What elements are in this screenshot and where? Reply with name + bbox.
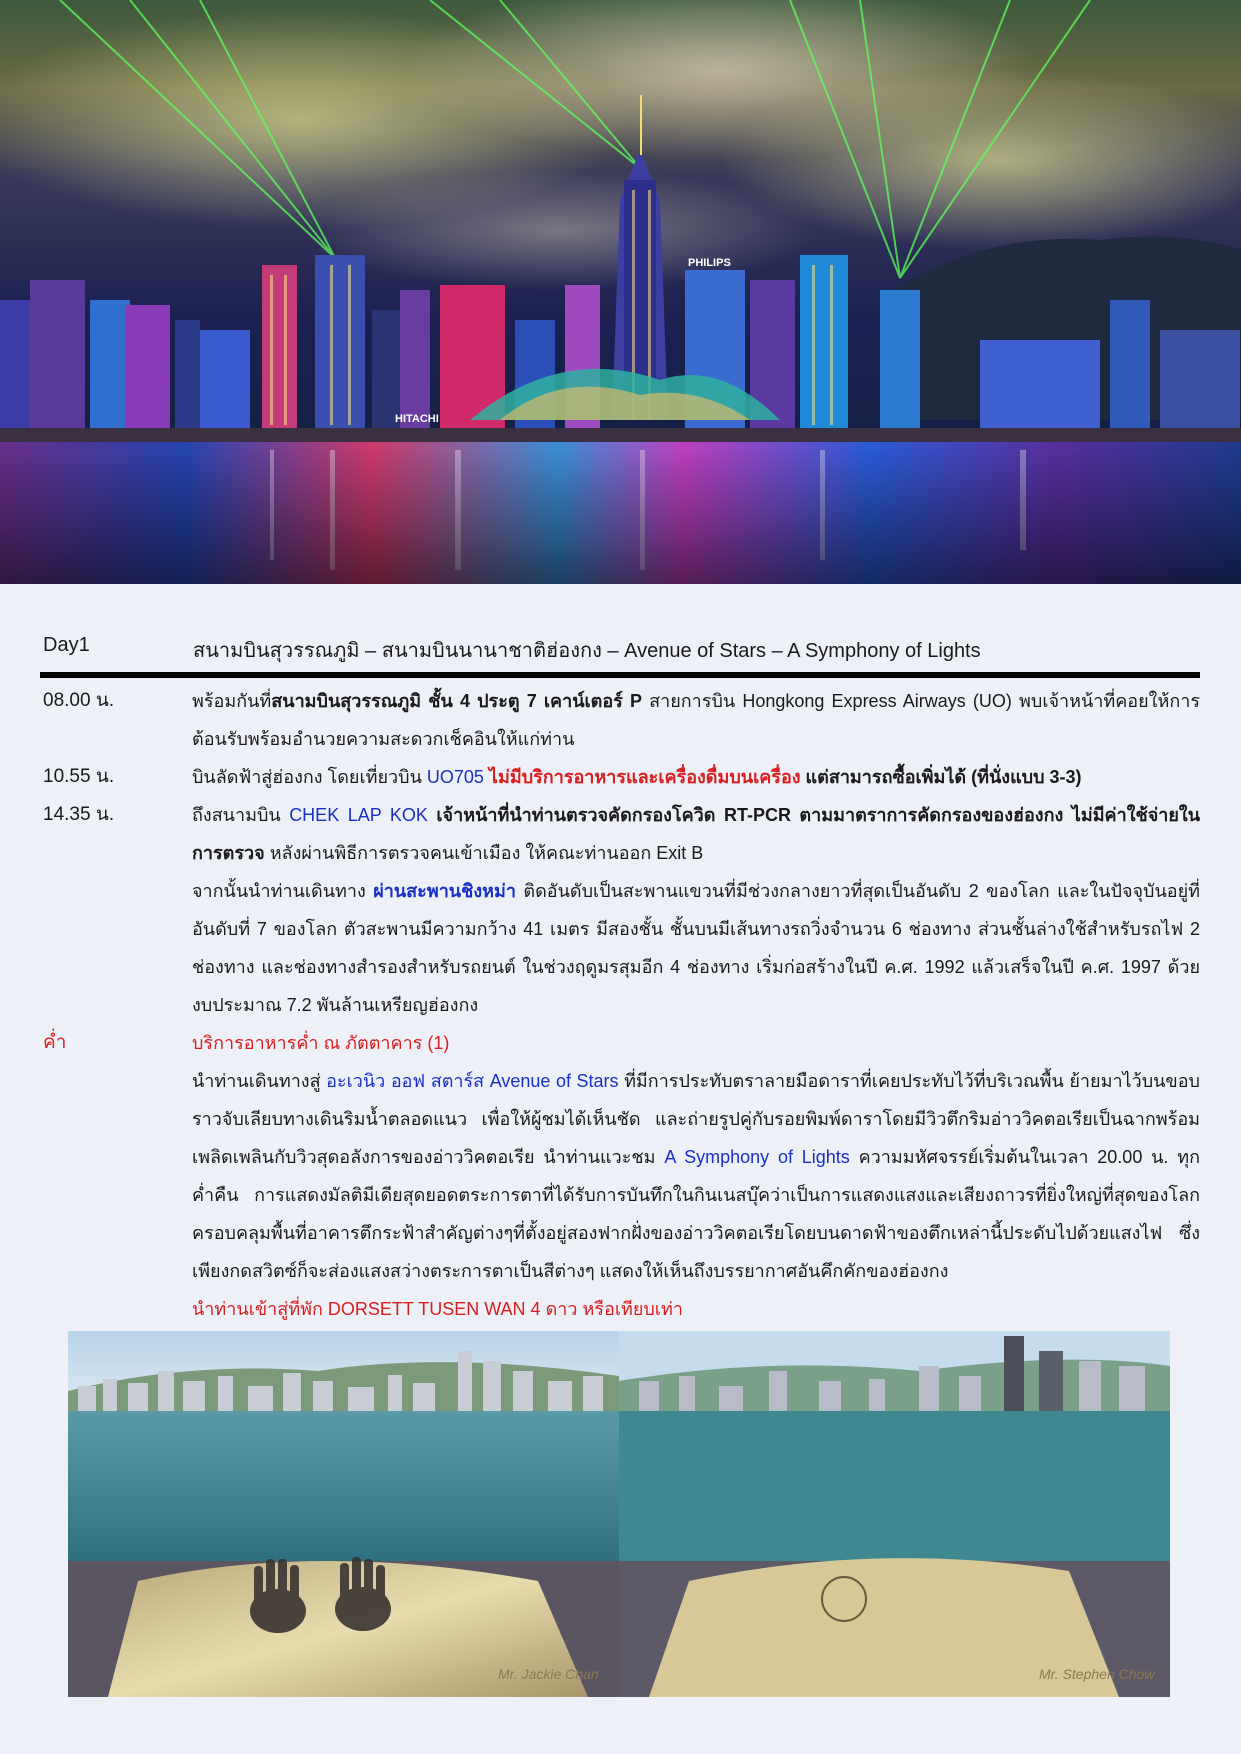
plaque-name-left: Mr. Jackie Chan (498, 1666, 599, 1682)
row-text (192, 796, 1200, 872)
row-text (192, 1062, 1200, 1290)
day-header (40, 620, 1200, 664)
row-text (192, 1290, 1200, 1328)
row-text (192, 1024, 1200, 1062)
row-text-part: ความมหัศจรรย์เริ่มต้นในเวลา 20.00 น. ทุกค่ำคืน การแสดงมัลติมีเดียสุดยอดตระการตาที่ได้รับการบันทึกในกินเนสบุ๊คว่าเป็นการแสดงแสงและเสียงถาวรที่ยิ่งใหญ่ที่สุดของโลกครอบคลุมพื้นที่อาคารตึกระฟ้าสำคัญต่างๆที่ตั้งอยู่สองฟากฝั่งของอ่าววิคตอเรียโดยบนดาดฟ้าของตึกเหล่านี้ประดับไปด้วยแสงไฟ ซึ่งเพียงกดสวิตซ์ก็จะส่องแสงสว่างตระการตาเป็นสีต่างๆ แสดงให้เห็นถึงบรรยากาศอันคึกคักของฮ่องกง (192, 1147, 1200, 1281)
row-time: ค่ำ (43, 1032, 67, 1053)
row-text-part: หลังผ่านพิธีการตรวจคนเข้าเมือง ให้คณะท่านออก Exit B (264, 843, 704, 863)
row-text-part: ถึงสนามบิน (192, 805, 290, 825)
avenue-of-stars-name: อะเวนิว ออฟ สตาร์ส Avenue of Stars (326, 1071, 619, 1091)
avenue-of-stars-photos (68, 1331, 1171, 1697)
header-divider (40, 672, 1200, 678)
row-text-part: พร้อมกันที่ (192, 691, 272, 711)
row-text-bold: เจ้าหน้าที่นำท่านตรวจคัดกรองโควิด RT-PCR ตามมาตราการคัดกรองของฮ่องกง ไม่มีค่าใช้จ่ายในการตรวจ (192, 805, 1201, 863)
row-text-bold: แต่สามารถซื้อเพิ่มได้ (ที่นั่งแบบ 3-3) (800, 767, 1082, 787)
row-text-part: จากนั้นนำท่านเดินทาง (192, 881, 374, 901)
itinerary-row (40, 682, 1200, 758)
photo-stephen-chow-plaque (619, 1331, 1170, 1697)
plaque-name-right: Mr. Stephen Chow (1039, 1666, 1155, 1682)
itinerary-rows (40, 682, 1200, 1328)
row-text (192, 872, 1200, 1024)
row-time: 10.55 น. (43, 766, 115, 787)
row-time: 14.35 น. (43, 804, 115, 825)
day-route-title: สนามบินสุวรรณภูมิ – สนามบินนานาชาติฮ่องกง – Avenue of Stars – A Symphony of Lights (193, 640, 981, 662)
itinerary-row (40, 872, 1200, 1024)
row-text-bold: สนามบินสุวรรณภูมิ ชั้น 4 ประตู 7 เคาน์เตอร์ P (271, 691, 642, 711)
flight-number: UO705 (426, 767, 484, 787)
hitachi-sign: HITACHI (395, 413, 439, 425)
itinerary-day1 (40, 620, 1201, 1319)
row-text-part: ติดอันดับเป็นสะพานแขวนที่มีช่วงกลางยาวที่สุดเป็นอันดับ 2 ของโลก และในปัจจุบันอยู่ที่อันดับที่ 7 ของโลก ตัวสะพานมีความกว้าง 41 เมตร มีสองชั้น ชั้นบนมีเส้นทางรถวิ่งจำนวน 6 ช่องทาง ส่วนชั้นล่างใช้สำหรับรถไฟ 2 ช่องทาง และช่องทางสำรองสำหรับรถยนต์ ในช่วงฤดูมรสุมอีก 4 ช่องทาง เริ่มก่อสร้างในปี ค.ศ. 1992 แล้วเสร็จในปี ค.ศ. 1997 ด้วยงบประมาณ 7.2 พันล้านเหรียญฮ่องกง (192, 881, 1200, 1015)
tsing-ma-bridge-link: ผ่านสะพานชิงหม่า (373, 881, 516, 901)
row-text-part: นำท่านเดินทางสู่ (192, 1071, 327, 1091)
row-text-part: ที่มีการประทับตราลายมือดาราที่เคยประทับไว้ที่บริเวณพื้น ย้ายมาไว้บนขอบราวจับเลียบทางเดินริมน้ำตลอดแนว เพื่อให้ผู้ชมได้เห็นชัด และถ่ายรูปคู่กับรอยพิมพ์ดาราโดยมีวิวตึกริมอ่าววิคตอเรียเป็นฉากพร้อมเพลิดเพลินกับวิวสุดอลังการของอ่าววิคตอเรีย นำท่านแวะชม (192, 1071, 1200, 1167)
hero-image-hong-kong-skyline (0, 0, 1241, 584)
row-text (192, 758, 1200, 796)
itinerary-row (40, 1290, 1200, 1328)
itinerary-row (40, 1062, 1200, 1290)
philips-sign: PHILIPS (688, 257, 731, 269)
airport-name: CHEK LAP KOK (289, 805, 428, 825)
row-time: 08.00 น. (43, 690, 115, 711)
row-text-part: สายการบิน Hongkong Express Airways (UO) พบเจ้าหน้าที่คอยให้การต้อนรับพร้อมอำนวยความสะดวกเช็คอินให้แก่ท่าน (192, 691, 1200, 749)
row-text (192, 682, 1200, 758)
photo-jackie-chan-handprint (68, 1331, 619, 1697)
dinner-text: บริการอาหารค่ำ ณ ภัตตาคาร (1) (192, 1033, 450, 1053)
itinerary-row (40, 1024, 1200, 1062)
day-label: Day1 (43, 634, 90, 656)
row-text-part: บินลัดฟ้าสู่ฮ่องกง โดยเที่ยวบิน (192, 767, 427, 787)
itinerary-row (40, 758, 1200, 796)
hotel-text: นำท่านเข้าสู่ที่พัก DORSETT TUSEN WAN 4 ดาว หรือเทียบเท่า (192, 1299, 683, 1319)
no-meal-notice: ไม่มีบริการอาหารและเครื่องดื่มบนเครื่อง (483, 767, 801, 787)
itinerary-row (40, 796, 1200, 872)
symphony-of-lights-name: A Symphony of Lights (664, 1147, 850, 1167)
